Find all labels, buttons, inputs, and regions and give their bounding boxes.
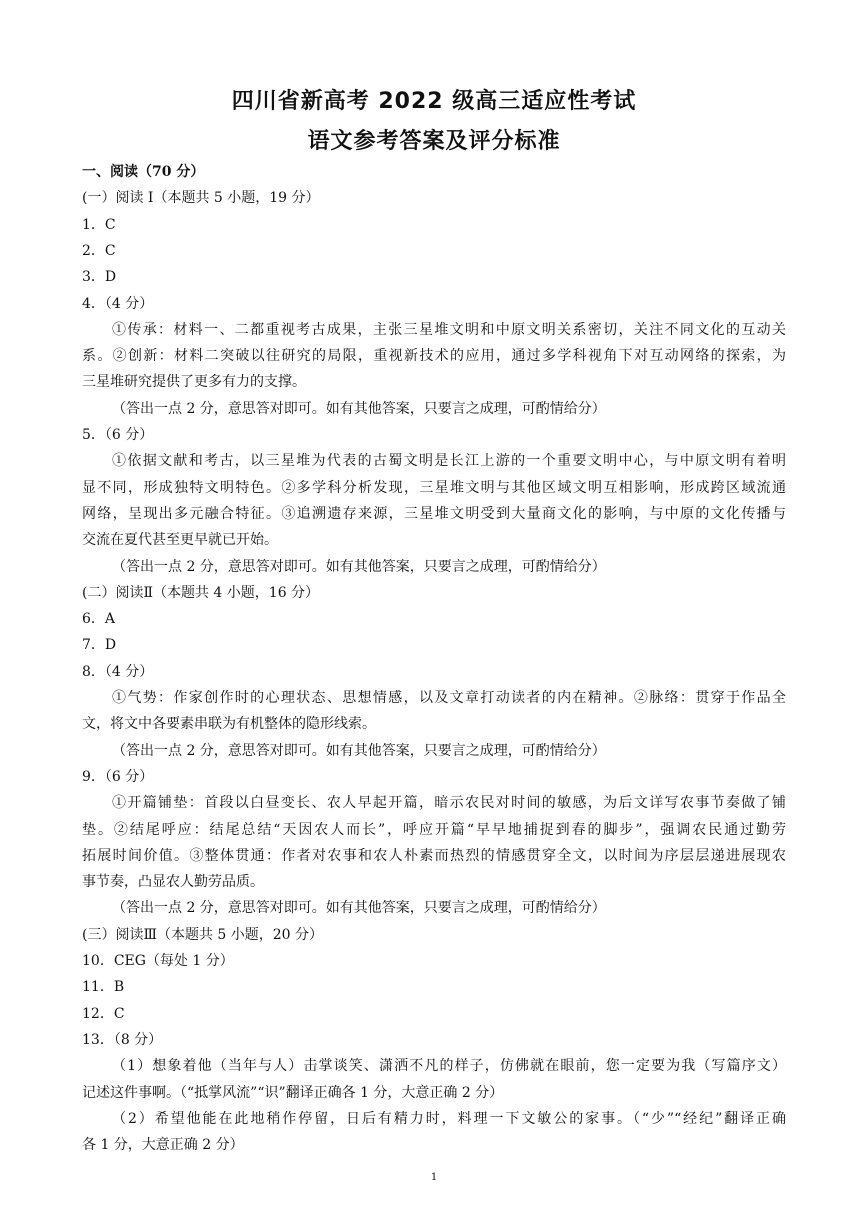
text-line: 5．（6 分）: [82, 427, 154, 443]
text-line: （答出一点 2 分，意思答对即可。如有其他答案，只要言之成理，可酌情给分）: [112, 900, 606, 917]
text-line: 3．D: [82, 269, 117, 286]
text-line: 2．C: [82, 242, 116, 259]
text-line: 显不同，形成独特文明特色。②多学科分析发现，三星堆文明与其他区域文明互相影响，形成跨区域流通: [82, 479, 786, 496]
text-line: ①开篇铺垫：首段以白昼变长、农人早起开篇，暗示农民对时间的敏感，为后文详写农事节奏做了铺: [112, 795, 786, 812]
text-line: （答出一点 2 分，意思答对即可。如有其他答案，只要言之成理，可酌情给分）: [112, 400, 606, 417]
text-line: ①依据文献和考古，以三星堆为代表的古蜀文明是长江上游的一个重要文明中心，与中原文明有着明: [112, 453, 786, 470]
text-line: 1．C: [82, 216, 116, 233]
text-line: 垫。②结尾呼应：结尾总结“天因农人而长”，呼应开篇“早早地捕捉到春的脚步”，强调农民通过勤劳: [82, 821, 786, 838]
page-number: 1: [430, 1172, 438, 1183]
text-line: 11．B: [82, 979, 125, 996]
text-line: 三星堆研究提供了更多有力的支撑。: [82, 374, 306, 391]
text-line: 4．（4 分）: [82, 295, 154, 312]
text-line: ①传承：材料一、二都重视考古成果，主张三星堆文明和中原文明关系密切，关注不同文化的互动关: [112, 321, 786, 338]
text-line: 9．（6 分）: [82, 768, 154, 785]
text-line: 拓展时间价值。③整体贯通：作者对农事和农人朴素而热烈的情感贯穿全文，以时间为序层层递进展现农: [82, 847, 786, 864]
text-line: (三）阅读Ⅲ（本题共 5 小题，20 分）: [82, 926, 324, 943]
text-line: （1）想象着他（当年与人）击掌谈笑、潇洒不凡的样子，仿佛就在眼前，您一定要为我（写篇序文）: [112, 1058, 786, 1075]
text-line: 10．CEG（每处 1 分）: [82, 953, 234, 969]
text-line: 事节奏，凸显农人勤劳品质。: [82, 874, 264, 891]
text-line: 13．（8 分）: [82, 1031, 163, 1048]
text-line: (二）阅读Ⅱ（本题共 4 小题，16 分）: [82, 584, 320, 601]
text-line: （2）希望他能在此地稍作停留，日后有精力时，料理一下文敏公的家事。（“少”“经纪”翻译正确: [112, 1110, 786, 1127]
text-line: 一、阅读（70 分）: [82, 164, 205, 180]
text-line: 网络，呈现出多元融合特征。③追溯遗存来源，三星堆文明受到大量商文化的影响，与中原的文化传播与: [82, 505, 786, 522]
text-line: 12．C: [82, 1005, 125, 1022]
document-title: 四川省新高考 2022 级高三适应性考试: [231, 89, 637, 114]
text-line: 交流在夏代甚至更早就已开始。: [82, 532, 278, 549]
text-line: （答出一点 2 分，意思答对即可。如有其他答案，只要言之成理，可酌情给分）: [112, 558, 606, 575]
text-line: 7．D: [82, 637, 117, 654]
text-line: 6．A: [82, 611, 116, 628]
text-line: （答出一点 2 分，意思答对即可。如有其他答案，只要言之成理，可酌情给分）: [112, 742, 606, 759]
text-line: 8．（4 分）: [82, 663, 154, 680]
text-line: 各 1 分，大意正确 2 分）: [82, 1137, 244, 1154]
text-line: 文，将文中各要素串联为有机整体的隐形线索。: [82, 716, 376, 733]
document-subtitle: 语文参考答案及评分标准: [307, 129, 561, 154]
text-line: ①气势：作家创作时的心理状态、思想情感，以及文章打动读者的内在精神。②脉络：贯穿于作品全: [112, 690, 786, 706]
text-line: 记述这件事啊。（“抵掌风流”“识”翻译正确各 1 分，大意正确 2 分）: [82, 1084, 504, 1101]
text-line: 系。②创新：材料二突破以往研究的局限，重视新技术的应用，通过多学科视角下对互动网络的探索，为: [82, 348, 786, 365]
text-line: (一）阅读 I（本题共 5 小题，19 分）: [82, 190, 320, 207]
